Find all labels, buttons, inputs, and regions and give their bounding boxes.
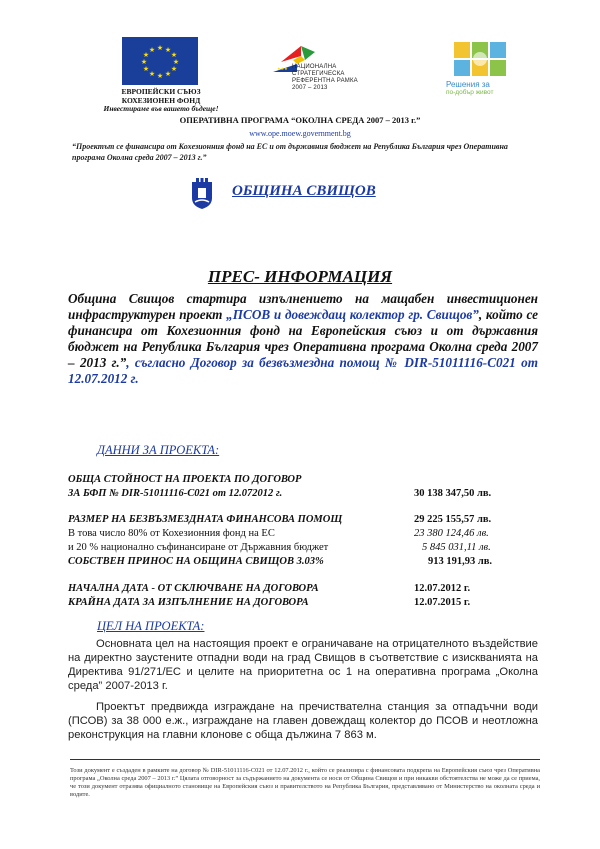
funding-note: “Проектът се финансира от Кохезионния фонд на ЕС и от държавния бюджет на Република България чрез Оперативна програма Околна среда 2007 – 2013 г.”: [72, 142, 508, 162]
total-label: ЗА БФП № DIR-51011116-C021 от 12.072012 г.: [68, 488, 283, 499]
end-label: КРАЙНА ДАТА ЗА ИЗПЪЛНЕНИЕ НА ДОГОВОРА: [68, 597, 309, 608]
nsrf-line: СТРАТЕГИЧЕСКА: [292, 71, 345, 77]
svg-text:★: ★: [142, 65, 150, 73]
total-value: 30 138 347,50 лв.: [414, 488, 492, 499]
env-caption-line1: Решения за: [446, 80, 490, 89]
page-title: ПРЕС- ИНФОРМАЦИЯ: [207, 267, 393, 286]
municipality-crest-icon: [191, 178, 213, 210]
svg-text:★: ★: [170, 65, 178, 73]
start-value: 12.07.2012 г.: [414, 583, 471, 594]
programme-title: ОПЕРАТИВНА ПРОГРАМА “ОКОЛНА СРЕДА 2007 – 2013 г.”: [179, 115, 421, 125]
svg-text:★: ★: [142, 51, 150, 59]
own-value: 913 191,93 лв.: [428, 556, 493, 567]
goal-paragraph-2: Проектът предвижда изграждане на пречиствателна станция за отпадъчни води (ПСОВ) за 38 000 е.ж., изграждане на главен довеждащ колектор до ПСОВ и неотложна реконструкция на главни клонове с обща дължина 7 863 м.: [68, 701, 538, 741]
svg-text:★: ★: [148, 70, 156, 78]
svg-text:★: ★: [156, 72, 164, 80]
svg-text:★: ★: [148, 46, 156, 54]
project-name: „ПСОВ и довеждащ колектор гр. Свищов”: [226, 307, 479, 322]
national-value: 5 845 031,11 лв.: [422, 542, 491, 553]
contract-number: № DIR-51011116-C021 от 12.07.2012 г.: [68, 355, 538, 386]
intro-text: , който се финансира от Кохезионния фонд на Европейския съюз и от държавния бюджет на Република България чрез Оперативна програма Околна среда 2007 – 2013 г.”: [68, 307, 538, 370]
nsrf-caption: [292, 64, 382, 92]
nsrf-line: РЕФЕРЕНТНА РАМКА: [292, 78, 358, 84]
footer-divider: [70, 759, 540, 760]
municipality-name: ОБЩИНА СВИЩОВ: [232, 183, 376, 199]
intro-text: , съгласно Договор за безвъзмездна помощ: [126, 355, 385, 370]
intro-paragraph: [68, 291, 538, 387]
eu-flag-logo: [122, 37, 198, 85]
env-caption-line2: по-добър живот: [446, 89, 494, 96]
nsrf-line: НАЦИОНАЛНА: [292, 64, 337, 70]
eu-slogan: Инвестираме във вашето бъдеще!: [103, 104, 219, 113]
cohesion-value: 23 380 124,46 лв.: [414, 528, 489, 539]
svg-text:★: ★: [164, 46, 172, 54]
own-label: СОБСТВЕН ПРИНОС НА ОБЩИНА СВИЩОВ 3.03%: [68, 556, 324, 567]
eu-caption-line1: ЕВРОПЕЙСКИ СЪЮЗ: [121, 87, 201, 96]
programme-url[interactable]: www.ope.moew.government.bg: [249, 129, 351, 138]
total-label: ОБЩА СТОЙНОСТ НА ПРОЕКТА ПО ДОГОВОР: [68, 474, 302, 485]
goal-heading: ЦЕЛ НА ПРОЕКТА:: [97, 619, 205, 633]
intro-text: Община Свищов стартира изпълнението на мащабен инвестиционен инфраструктурен проект: [68, 291, 538, 322]
national-label: и 20 % национално съфинансиране от Държавния бюджет: [68, 542, 329, 553]
goal-paragraph-1: Основната цел на настоящия проект е ограничаване на отрицателното въздействие на директно заустените отпадни води на град Свищов в съответствие с изискванията на Директива 91/271/ЕС и целите на приоритетна ос 1 на оперативна програма „Околна среда” 2007-2013 г.: [68, 638, 538, 692]
grant-value: 29 225 155,57 лв.: [414, 514, 492, 525]
cohesion-label: В това число 80% от Кохезионния фонд на ЕС: [68, 528, 275, 539]
project-data-heading: ДАННИ ЗА ПРОЕКТА:: [97, 443, 220, 457]
start-label: НАЧАЛНА ДАТА - ОТ СКЛЮЧВАНЕ НА ДОГОВОРА: [68, 583, 319, 594]
svg-text:★: ★: [140, 58, 148, 66]
footer-disclaimer: Този документ е създаден в рамките на договор № DIR-51011116-C021 от 12.07.2012 г., който се реализира с финансовата подкрепа на Европейския съюз чрез Оперативна програма „Околна среда 2007 – 2013 г.” Цялата отговорност за съдържанието на документа се носи от Община Свищов и при никакви обстоятелства не може да се приема, че този документ отразява официалното становище на Европейския съюз и правителството на Република България, представлявано от Министерство на околната среда и водите.: [70, 767, 540, 798]
svg-text:★: ★: [156, 44, 164, 52]
svg-text:★★★: ★★★: [277, 66, 288, 71]
svg-text:★: ★: [170, 51, 178, 59]
nsrf-line: 2007 – 2013: [292, 85, 328, 91]
svg-text:★: ★: [172, 58, 180, 66]
eu-caption-line2: КОХЕЗИОНЕН ФОНД: [121, 96, 201, 105]
grant-label: РАЗМЕР НА БЕЗВЪЗМЕЗДНАТА ФИНАНСОВА ПОМОЩ: [68, 514, 343, 525]
end-value: 12.07.2015 г.: [414, 597, 471, 608]
environment-programme-logo: [452, 40, 512, 78]
svg-text:★: ★: [164, 70, 172, 78]
eu-caption: [96, 87, 226, 105]
